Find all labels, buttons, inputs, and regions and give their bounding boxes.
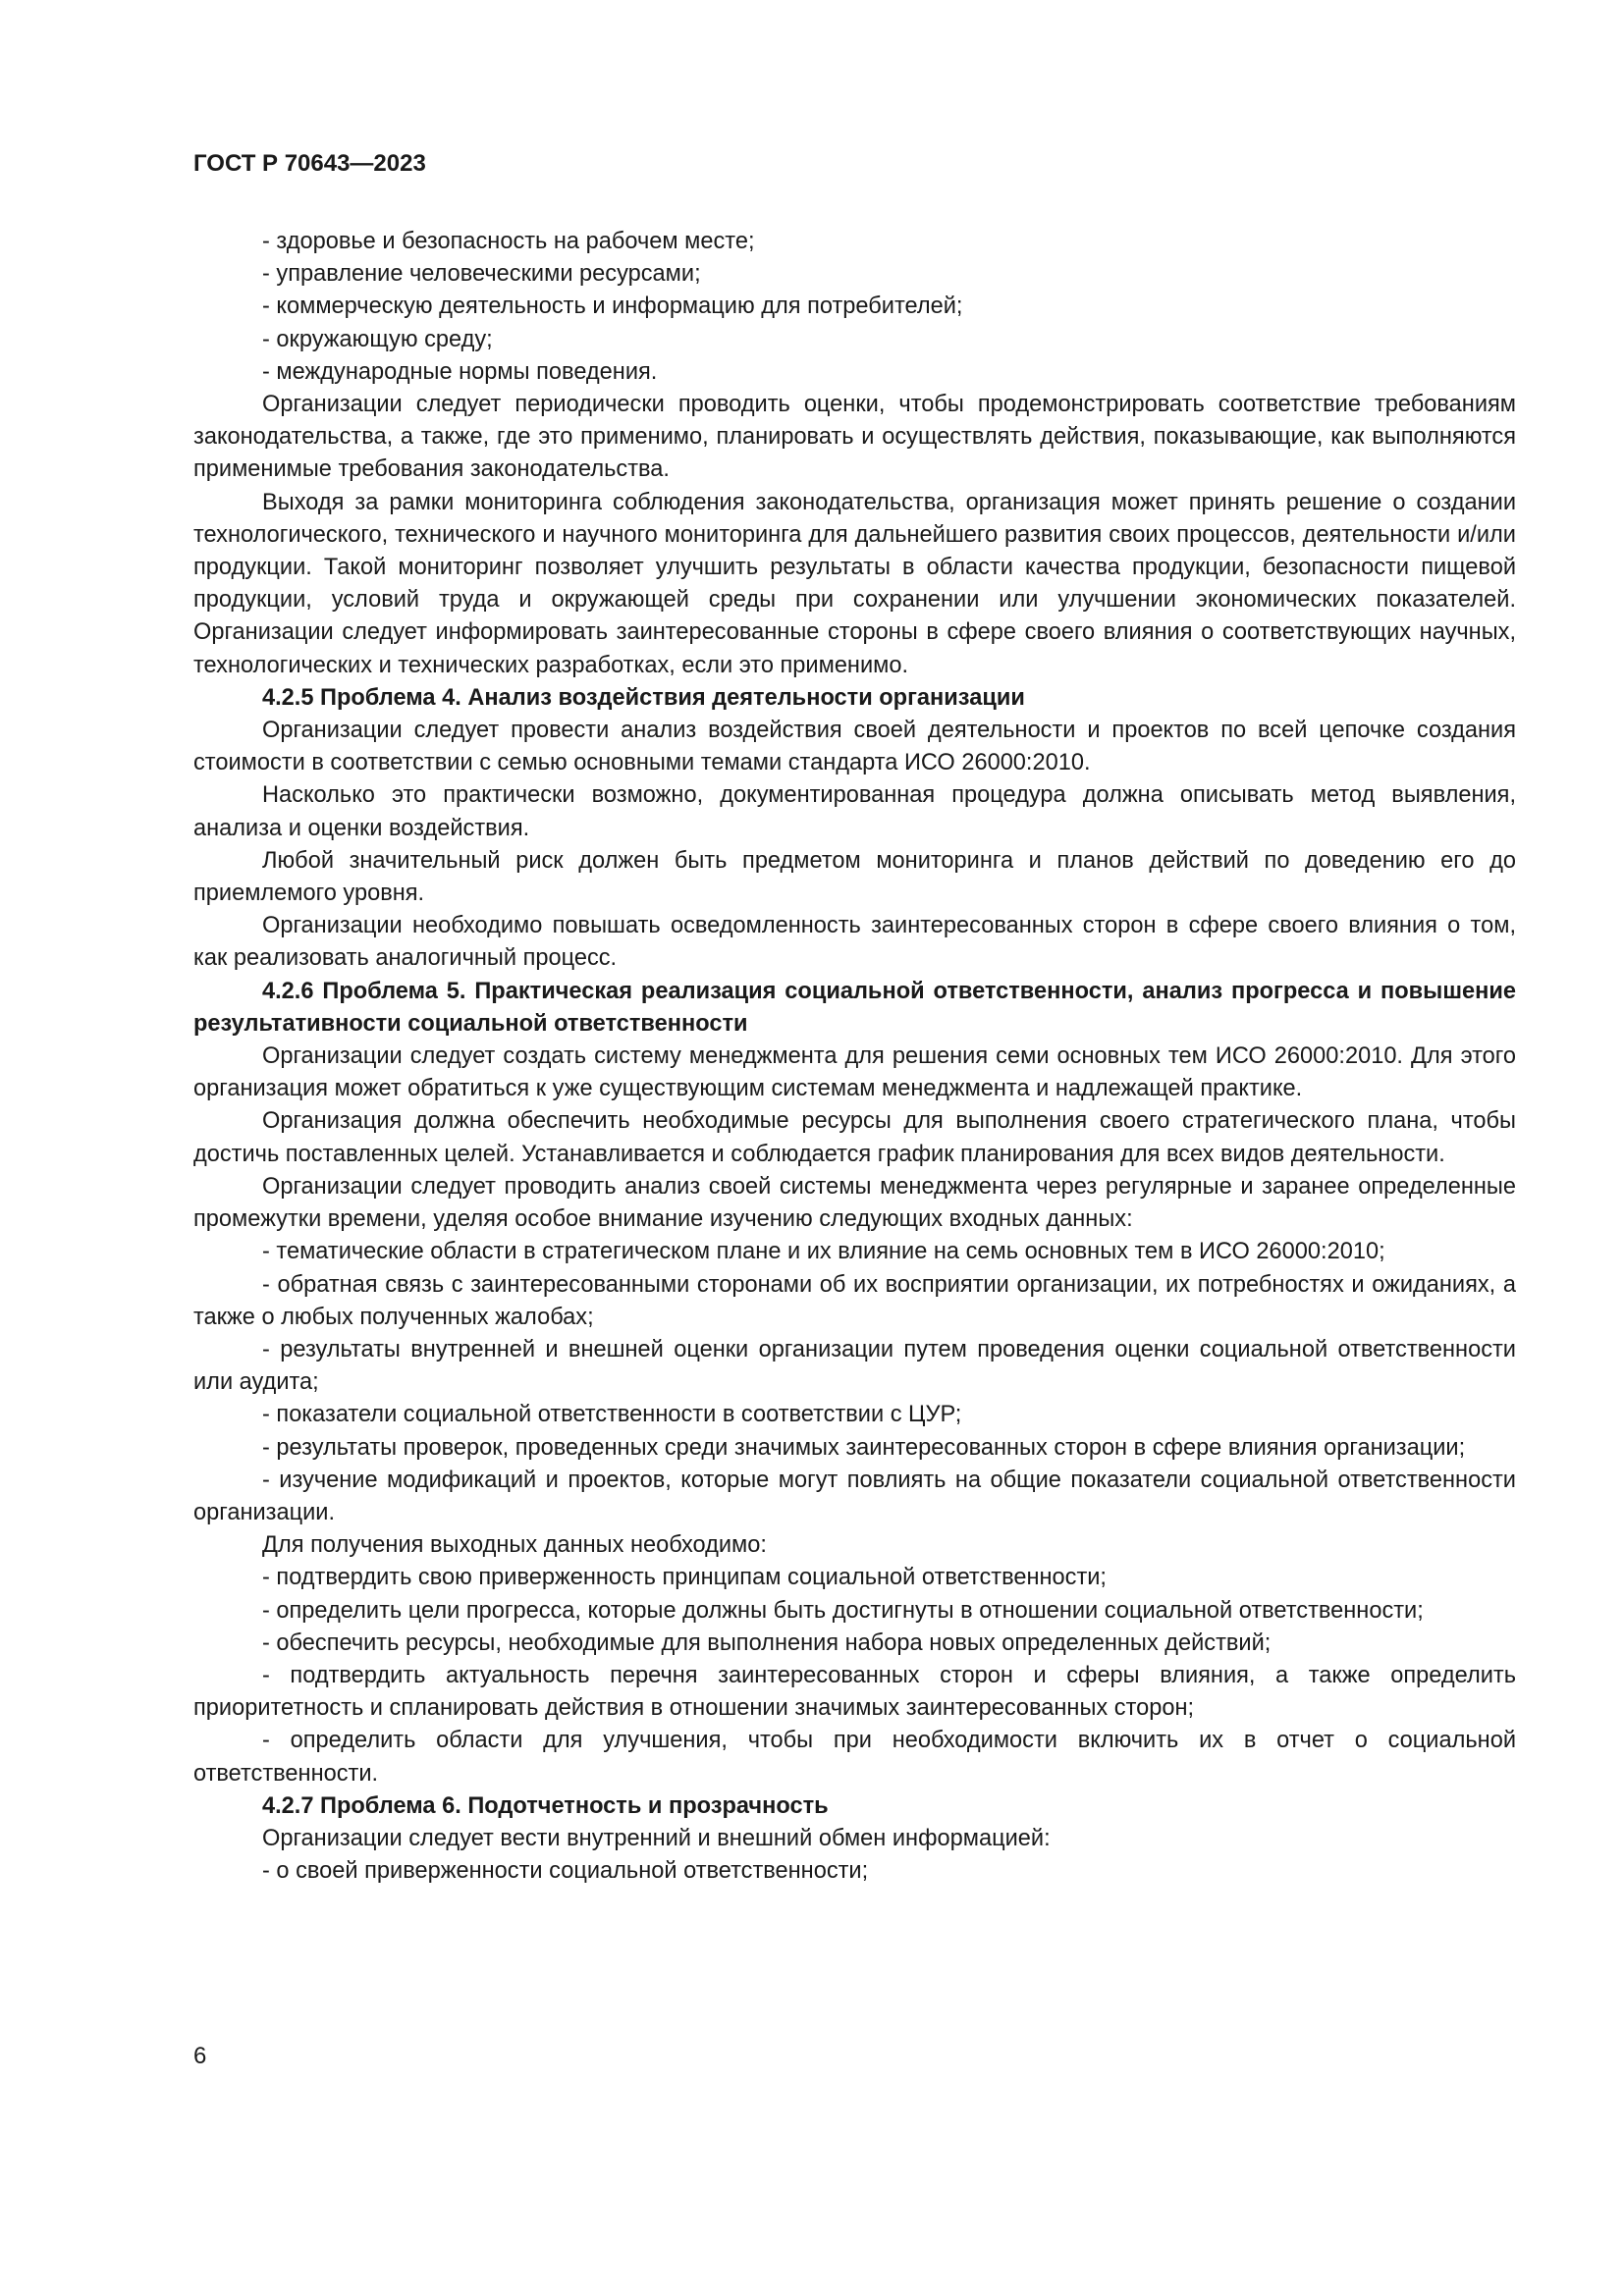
body-paragraph: - о своей приверженности социальной ответственности; xyxy=(262,1858,869,1885)
body-paragraph: Организации необходимо повышать осведомленность заинтересованных сторон в сфере своего влияния о том, как реализовать аналогичный процесс. xyxy=(193,913,1516,972)
body-paragraph: Организации следует проводить анализ своей системы менеджмента через регулярные и заранее определенные промежутки времени, уделяя особое внимание изучению следующих входных данных: xyxy=(193,1173,1516,1233)
body-paragraph: - определить области для улучшения, чтобы при необходимости включить их в отчет о социальной ответственности. xyxy=(193,1728,1516,1787)
body-paragraph: - международные нормы поведения. xyxy=(262,358,658,385)
body-paragraph: Насколько это практически возможно, документированная процедура должна описывать метод выявления, анализа и оценки воздействия. xyxy=(193,782,1516,841)
section-heading: 4.2.6 Проблема 5. Практическая реализация социальной ответственности, анализ прогресса и повышение результативности социальной ответственности xyxy=(193,978,1516,1037)
body-paragraph: - окружающую среду; xyxy=(262,326,493,352)
page-number: 6 xyxy=(193,2043,207,2069)
document-code-header: ГОСТ Р 70643—2023 xyxy=(193,150,426,177)
body-paragraph: Организации следует провести анализ воздействия своей деятельности и проектов по всей цепочке создания стоимости в соответствии с семью основными темами стандарта ИСО 26000:2010. xyxy=(193,718,1516,776)
body-paragraph: - подтвердить актуальность перечня заинтересованных сторон и сферы влияния, а также определить приоритетность и спланировать действия в отношении значимых заинтересованных сторон; xyxy=(193,1662,1516,1722)
body-paragraph: - управление человеческими ресурсами; xyxy=(262,261,701,288)
body-paragraph: Организации следует периодически проводить оценки, чтобы продемонстрировать соответствие требованиям законодательства, а также, где это применимо, планировать и осуществлять действия, показывающие, как выполняются применимые требования законодательства. xyxy=(193,392,1516,483)
body-paragraph: - обеспечить ресурсы, необходимые для выполнения набора новых определенных действий; xyxy=(262,1629,1272,1656)
body-paragraph: - показатели социальной ответственности в соответствии с ЦУР; xyxy=(262,1402,962,1428)
document-body xyxy=(193,226,1516,1888)
body-paragraph: - изучение модификаций и проектов, которые могут повлиять на общие показатели социальной ответственности организации. xyxy=(193,1467,1516,1525)
section-heading: 4.2.7 Проблема 6. Подотчетность и прозрачность xyxy=(262,1792,829,1819)
body-paragraph: - коммерческую деятельность и информацию для потребителей; xyxy=(262,294,963,320)
body-paragraph: Любой значительный риск должен быть предметом мониторинга и планов действий по доведению его до приемлемого уровня. xyxy=(193,847,1516,907)
body-paragraph: - результаты внутренней и внешней оценки организации путем проведения оценки социальной ответственности или аудита; xyxy=(193,1336,1516,1396)
body-paragraph: Выходя за рамки мониторинга соблюдения законодательства, организация может принять решение о создании технологического, технического и научного мониторинга для дальнейшего развития своих процессов, деятельности и/или продукции. Такой мониторинг позволяет улучшить результаты в области качества продукции, безопасности пищевой продукции, условий труда и окружающей среды при сохранении или улучшении экономических показателей. Организации следует информировать заинтересованные стороны в сфере своего влияния о соответствующих научных, технологических и технических разработках, если это применимо. xyxy=(193,489,1516,678)
body-paragraph: Организация должна обеспечить необходимые ресурсы для выполнения своего стратегического плана, чтобы достичь поставленных целей. Устанавливается и соблюдается график планирования для всех видов деятельности. xyxy=(193,1108,1516,1167)
body-paragraph: - обратная связь с заинтересованными сторонами об их восприятии организации, их потребностях и ожиданиях, а также о любых полученных жалобах; xyxy=(193,1271,1516,1330)
body-paragraph: Организации следует вести внутренний и внешний обмен информацией: xyxy=(262,1825,1051,1851)
body-paragraph: - здоровье и безопасность на рабочем месте; xyxy=(262,229,755,254)
body-paragraph: - определить цели прогресса, которые должны быть достигнуты в отношении социальной ответственности; xyxy=(262,1597,1424,1624)
body-paragraph: Организации следует создать систему менеджмента для решения семи основных тем ИСО 26000:2010. Для этого организация может обратиться к уже существующим системам менеджмента и надлежащей практике. xyxy=(193,1043,1516,1102)
body-paragraph: - результаты проверок, проведенных среди значимых заинтересованных сторон в сфере влияния организации; xyxy=(262,1434,1466,1461)
section-heading: 4.2.5 Проблема 4. Анализ воздействия деятельности организации xyxy=(262,684,1025,711)
body-paragraph: - подтвердить свою приверженность принципам социальной ответственности; xyxy=(262,1565,1107,1591)
body-paragraph: Для получения выходных данных необходимо: xyxy=(262,1532,767,1559)
body-paragraph: - тематические области в стратегическом плане и их влияние на семь основных тем в ИСО 26000:2010; xyxy=(262,1239,1385,1265)
